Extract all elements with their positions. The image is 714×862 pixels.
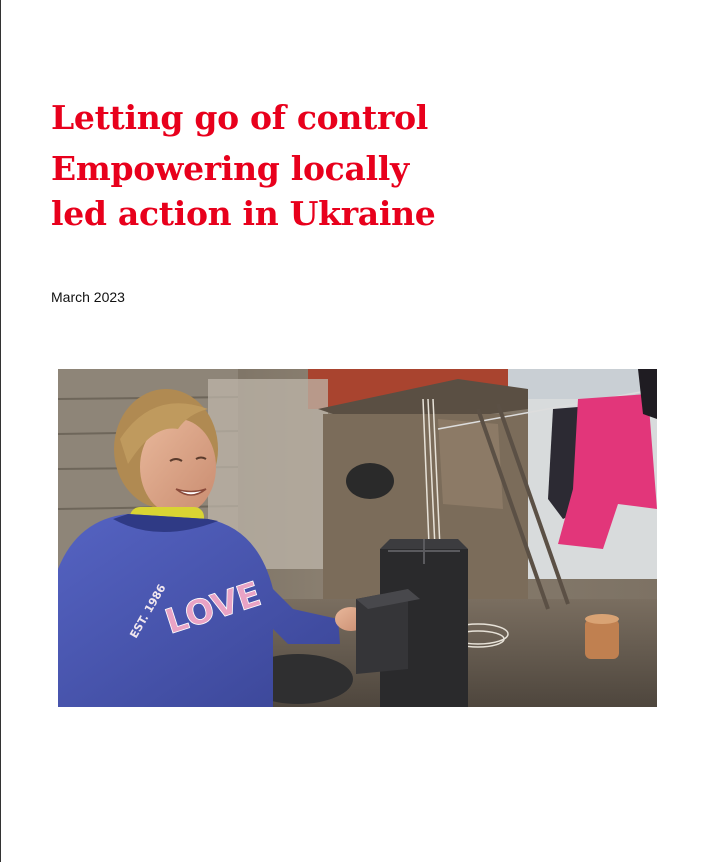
publication-date: March 2023 [51,289,125,305]
sky-patch [508,369,657,399]
subtitle-line-2: led action in Ukraine [51,194,436,233]
subtitle-line-1: Empowering locally [51,149,409,188]
black-bag [346,463,394,499]
document-title: Letting go of control [51,98,429,137]
document-subtitle [51,146,611,236]
hanging-tarp [438,419,503,509]
tree-stump [585,619,619,659]
hoodie-print-text: LOVE [160,574,266,643]
hoodie-small-print: EST. 1986 [127,582,169,641]
cover-photo [58,369,657,707]
page-edge [0,0,1,862]
title-block [51,96,611,236]
